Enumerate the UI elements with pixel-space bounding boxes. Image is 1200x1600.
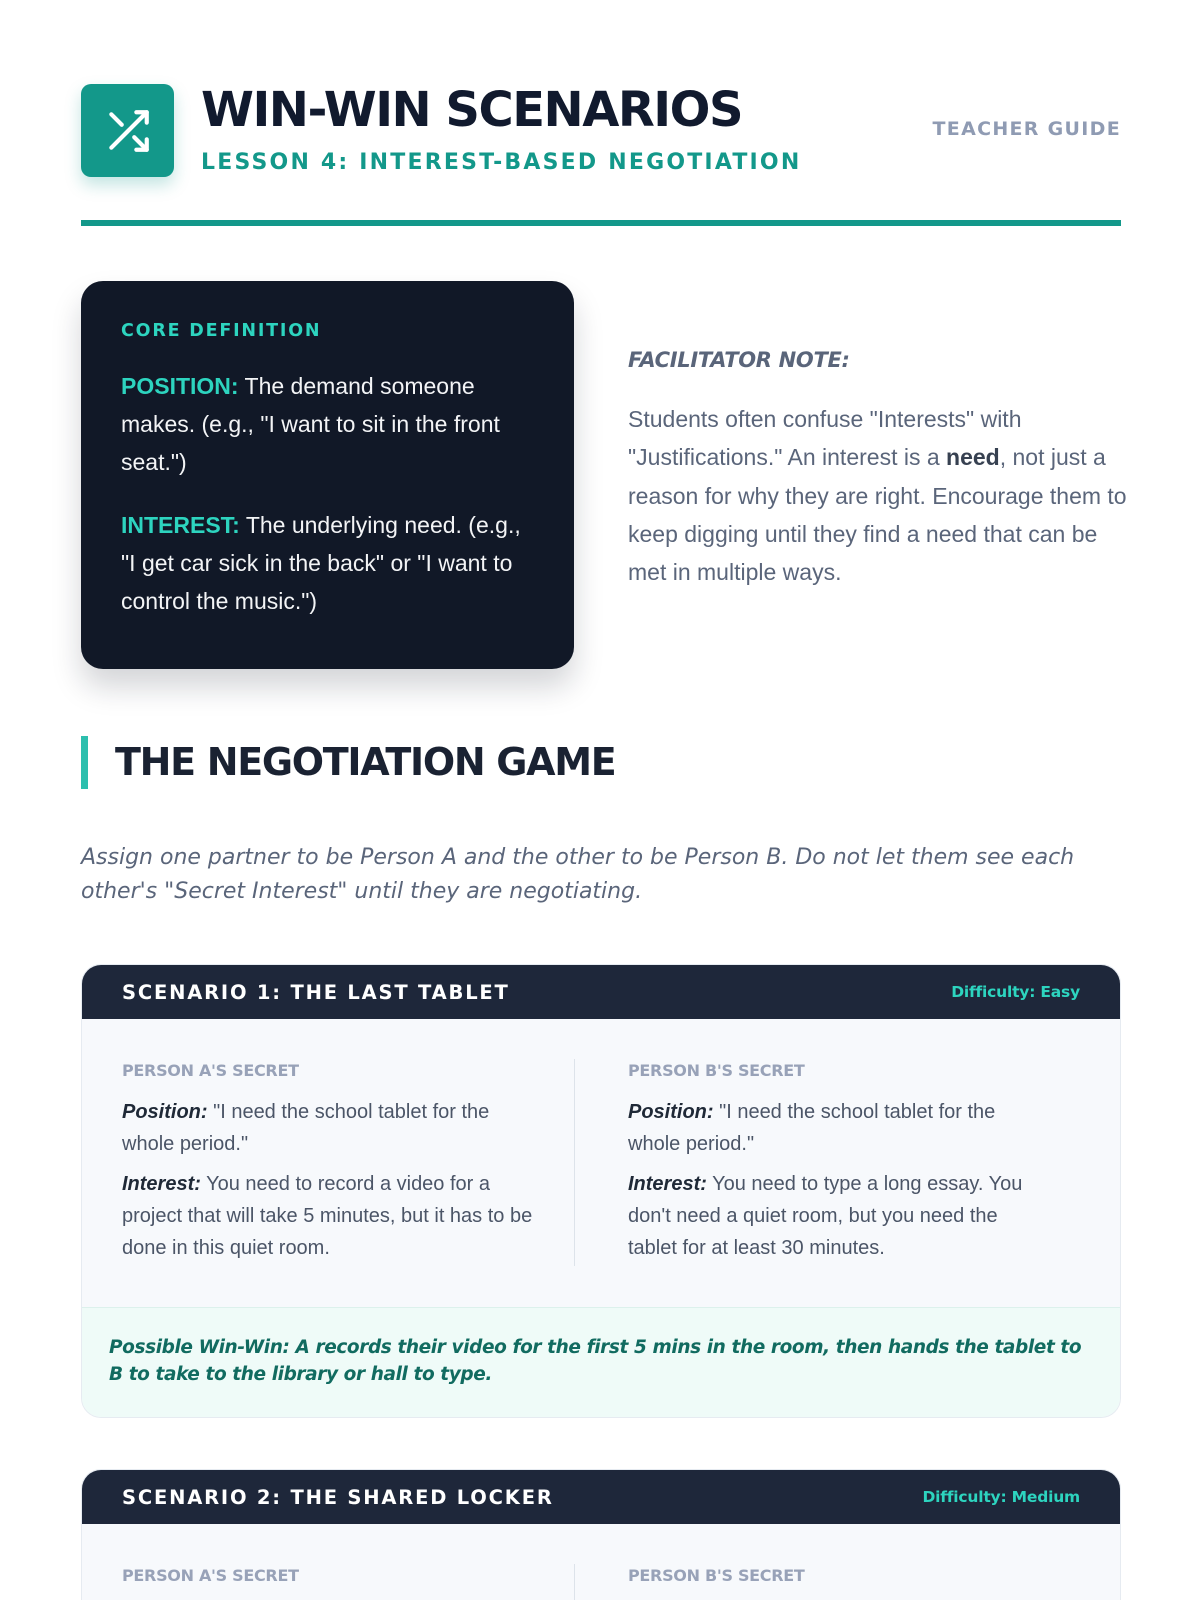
facilitator-note	[628, 348, 1128, 591]
scenario-title: SCENARIO 1: THE LAST TABLET	[122, 980, 510, 1004]
header-divider	[81, 220, 1121, 226]
scenario-body	[82, 1019, 1120, 1307]
scenario-body	[82, 1524, 1120, 1600]
interest-key: Interest:	[122, 1173, 201, 1195]
scenario-card	[81, 964, 1121, 1418]
interest-value: You need to record a video for a project that will take 5 minutes, but it has to be done in this quiet room.	[122, 1173, 533, 1259]
person-a-interest	[122, 1168, 542, 1264]
section-title: THE NEGOTIATION GAME	[115, 740, 616, 784]
logo	[81, 84, 174, 177]
note-emphasis: need	[946, 444, 1000, 471]
facilitator-note-text	[628, 400, 1128, 591]
interest-value: You need to type a long essay. You don't need a quiet room, but you need the tablet for at least 30 minutes.	[628, 1173, 1023, 1259]
person-a-position	[122, 1096, 542, 1160]
person-b-label: PERSON B'S SECRET	[628, 1566, 805, 1585]
position-term: POSITION:	[121, 373, 239, 399]
person-a-label: PERSON A'S SECRET	[122, 1566, 299, 1585]
person-b-position	[628, 1096, 1048, 1160]
difficulty-label: Difficulty: Medium	[922, 1488, 1080, 1506]
person-a-column	[122, 1566, 542, 1585]
note-text-start: Students often confuse "Interests" with "Justifications." An interest is a	[628, 406, 1022, 471]
interest-definition	[121, 506, 534, 620]
facilitator-note-label: FACILITATOR NOTE:	[628, 348, 850, 372]
scenario-header	[82, 965, 1120, 1019]
position-definition	[121, 367, 534, 481]
column-divider	[574, 1564, 575, 1600]
person-b-column	[628, 1061, 1048, 1264]
section-accent-bar	[81, 736, 88, 789]
guide-badge: TEACHER GUIDE	[932, 118, 1121, 140]
game-instructions: Assign one partner to be Person A and the other to be Person B. Do not let them see each other's "Secret Interest" until they are negotiating.	[81, 845, 1075, 904]
person-b-column	[628, 1566, 1048, 1585]
scenario-card	[81, 1469, 1121, 1600]
person-b-interest	[628, 1168, 1048, 1264]
position-key: Position:	[122, 1101, 208, 1123]
interest-key: Interest:	[628, 1173, 707, 1195]
person-b-label: PERSON B'S SECRET	[628, 1061, 805, 1080]
scenario-header	[82, 1470, 1120, 1524]
position-value: "I need the school tablet for the whole period."	[628, 1101, 996, 1155]
scenario-title: SCENARIO 2: THE SHARED LOCKER	[122, 1485, 554, 1509]
position-key: Position:	[628, 1101, 714, 1123]
note-text-end: , not just a reason for why they are right. Encourage them to keep digging until they find a need that can be met in multiple ways.	[628, 444, 1127, 586]
position-value: "I need the school tablet for the whole period."	[122, 1101, 490, 1155]
page-header	[81, 84, 1121, 224]
person-a-label: PERSON A'S SECRET	[122, 1061, 299, 1080]
win-win-solution: Possible Win-Win: A records their video for the first 5 mins in the room, then hands the tablet to B to take to the library or hall to type.	[82, 1307, 1120, 1417]
interest-text: The underlying need. (e.g., "I get car sick in the back" or "I want to control the music.")	[121, 512, 521, 614]
difficulty-label: Difficulty: Easy	[951, 983, 1080, 1001]
section-heading	[81, 736, 981, 789]
core-definition-card	[81, 281, 574, 669]
position-text: The demand someone makes. (e.g., "I want to sit in the front seat.")	[121, 373, 500, 475]
interest-term: INTEREST:	[121, 512, 240, 538]
shuffle-icon	[103, 106, 153, 156]
column-divider	[574, 1059, 575, 1266]
lesson-subtitle: LESSON 4: INTEREST-BASED NEGOTIATION	[201, 150, 802, 175]
page-title: WIN-WIN SCENARIOS	[201, 82, 743, 138]
definition-label: CORE DEFINITION	[121, 321, 322, 341]
person-a-column	[122, 1061, 542, 1264]
